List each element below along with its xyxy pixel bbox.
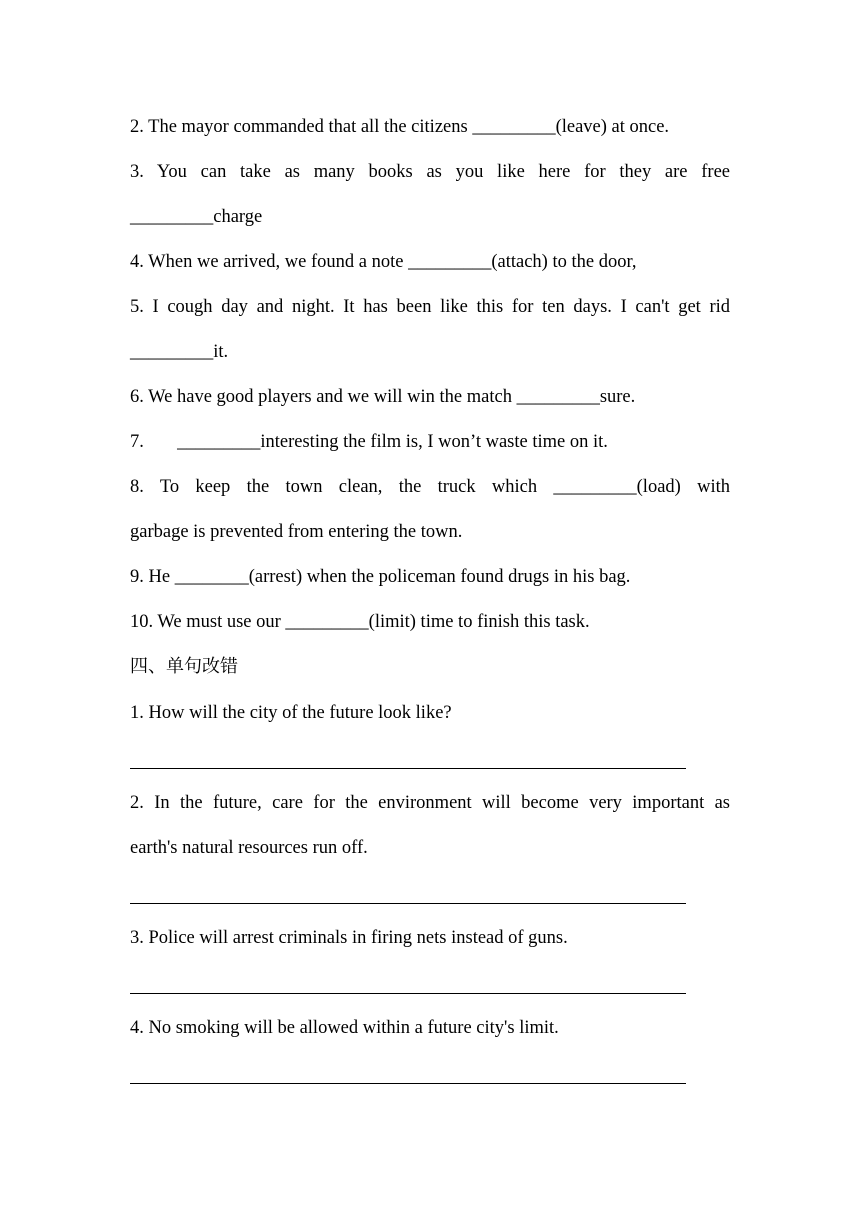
question-5-line-2: _________it. [130,342,229,362]
question-8-line-2: garbage is prevented from entering the town. [130,522,463,542]
correction-item-2-line-2: earth's natural resources run off. [130,838,368,858]
question-7-number: 7. [130,432,144,452]
question-9: 9. He ________(arrest) when the policeman found drugs in his bag. [130,567,631,587]
question-6: 6. We have good players and we will win the match _________sure. [130,387,636,407]
question-3-line-2: _________charge [130,207,263,227]
answer-line-3[interactable] [130,993,686,994]
answer-line-1[interactable] [130,768,686,769]
question-3-line-1: 3. You can take as many books as you like here for they are free [130,162,730,182]
question-10: 10. We must use our _________(limit) time to finish this task. [130,612,590,632]
correction-item-3: 3. Police will arrest criminals in firing nets instead of guns. [130,928,568,948]
question-5-line-1: 5. I cough day and night. It has been like this for ten days. I can't get rid [130,297,730,317]
section-4-heading: 四、单句改错 [130,656,238,677]
question-4: 4. When we arrived, we found a note _________(attach) to the door, [130,252,637,272]
answer-line-4[interactable] [130,1083,686,1084]
correction-item-2-line-1: 2. In the future, care for the environment will become very important as [130,793,730,813]
question-7 [130,430,730,454]
answer-line-2[interactable] [130,903,686,904]
question-2: 2. The mayor commanded that all the citizens _________(leave) at once. [130,117,670,137]
question-7-text: _________interesting the film is, I won’t waste time on it. [177,432,608,452]
correction-item-4: 4. No smoking will be allowed within a future city's limit. [130,1018,559,1038]
question-8-line-1: 8. To keep the town clean, the truck which _________(load) with [130,477,730,497]
correction-item-1: 1. How will the city of the future look like? [130,703,452,723]
